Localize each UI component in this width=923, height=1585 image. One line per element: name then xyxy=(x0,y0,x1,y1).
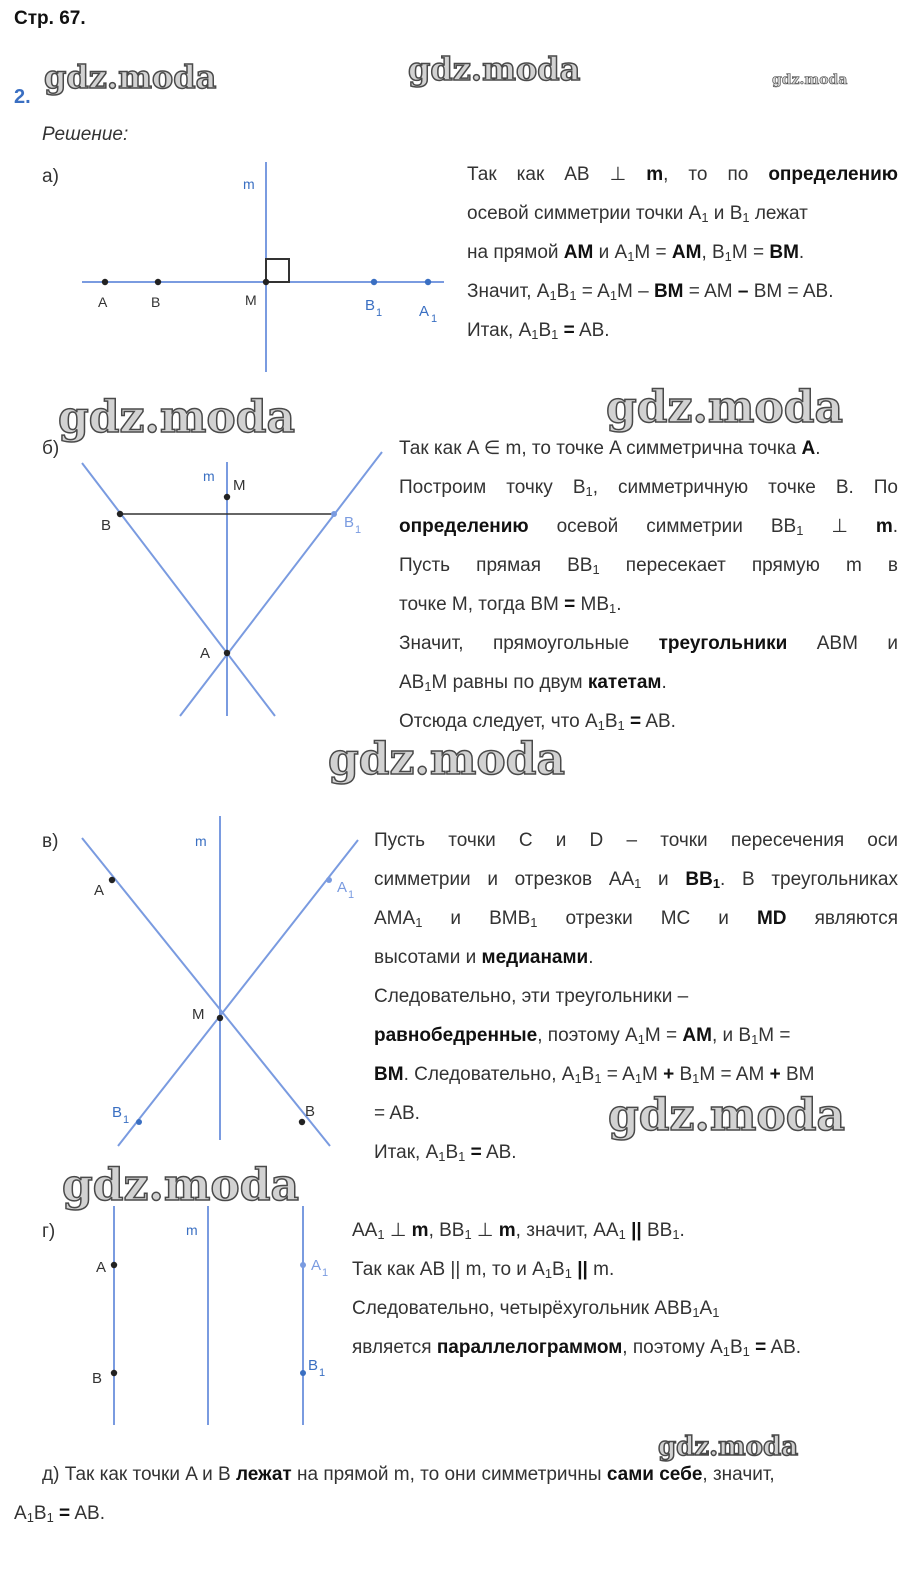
text-line: Так как AB || m, то и $A_1B_1$ || m. xyxy=(352,1259,615,1282)
text-line: д) Так как точки A и B лежат на прямой m, то они симметричны сами себе, значит, xyxy=(42,1464,775,1485)
text-line: на прямой AM и $A_1M$ = AM, $B_1M$ = BM. xyxy=(467,242,805,265)
label-a1-sub: 1 xyxy=(348,889,355,901)
text-line: симметрии и отрезков $AA_1$ и $BB_1$. В треугольниках xyxy=(374,869,899,892)
point-b xyxy=(111,1370,117,1376)
watermark-logo: gdz.moda xyxy=(772,72,848,88)
label-a1-sub: 1 xyxy=(322,1267,329,1279)
text-line: $AB_1M$ равны по двум катетам. xyxy=(399,672,667,695)
text-line: является параллелограммом, поэтому $A_1B_1$ = AB. xyxy=(352,1337,802,1360)
part-g-text xyxy=(352,1211,898,1367)
label-a1: A xyxy=(311,1257,322,1274)
text-line: равнобедренные, поэтому $A_1M$ = AM, и $B_1M$ = xyxy=(374,1025,791,1048)
watermark-logo: gdz.moda xyxy=(606,382,844,433)
text-line: Отсюда следует, что $A_1B_1$ = AB. xyxy=(399,711,676,734)
label-b1-sub: 1 xyxy=(376,307,383,319)
text-line: определению осевой симметрии $BB_1$ ⊥ m. xyxy=(399,516,899,539)
text-line: = AB. xyxy=(374,1103,420,1124)
task-number: 2. xyxy=(14,86,31,108)
label-m: m xyxy=(195,833,207,849)
text-line: Пусть точки C и D – точки пересечения оси xyxy=(374,830,898,851)
text-line: Так как A ∈ m, то точке A симметрична точка A. xyxy=(399,438,821,459)
text-line: $AMA_1$ и $BMB_1$ отрезки MC и MD являются xyxy=(374,908,899,931)
label-a: A xyxy=(96,1259,107,1276)
text-line: Значит, прямоугольные треугольники ABM и xyxy=(399,633,898,654)
label-m-point: M xyxy=(192,1006,205,1023)
label-b1: B xyxy=(308,1357,319,1374)
part-g-label: г) xyxy=(42,1221,56,1242)
text-line: Итак, $A_1B_1$ = AB. xyxy=(374,1142,517,1165)
label-b1-sub: 1 xyxy=(355,524,362,536)
watermark-logo: gdz.moda xyxy=(608,1090,846,1141)
label-m-point: M xyxy=(245,292,257,308)
label-b1-sub: 1 xyxy=(319,1367,326,1379)
label-b: B xyxy=(101,517,112,534)
label-a1-sub: 1 xyxy=(431,313,438,325)
text-line: Следовательно, четырёхугольник $ABB_1A_1$ xyxy=(352,1298,720,1321)
label-b1: B xyxy=(112,1104,123,1121)
point-a xyxy=(111,1262,117,1268)
watermark-logo: gdz.moda xyxy=(658,1432,799,1462)
label-a1: A xyxy=(419,303,430,320)
part-b-label: б) xyxy=(42,438,60,459)
watermark-logo: gdz.moda xyxy=(328,734,566,785)
label-b: B xyxy=(305,1103,316,1120)
part-v-label: в) xyxy=(42,831,59,852)
label-a: A xyxy=(98,294,108,310)
label-b1: B xyxy=(365,297,376,314)
text-line: Следовательно, эти треугольники – xyxy=(374,986,689,1007)
label-b: B xyxy=(92,1370,103,1387)
label-m: m xyxy=(186,1222,198,1238)
page-number: Стр. 67. xyxy=(14,8,86,29)
text-line: $AA_1$ ⊥ m, $BB_1$ ⊥ m, значит, $AA_1$ || $BB_1$. xyxy=(352,1220,685,1243)
text-line: Пусть прямая $BB_1$ пересекает прямую m в xyxy=(399,555,899,578)
label-m: m xyxy=(243,176,255,192)
text-line: высотами и медианами. xyxy=(374,947,594,968)
text-line: $A_1B_1$ = AB. xyxy=(14,1503,105,1526)
watermark-logo: gdz.moda xyxy=(408,50,581,88)
point-b1 xyxy=(300,1370,306,1376)
text-line: Значит, $A_1B_1 = A_1M$ – BM = AM – BM = AB. xyxy=(467,281,834,304)
watermark-logo: gdz.moda xyxy=(58,392,296,443)
label-b: B xyxy=(151,294,161,310)
label-a1: A xyxy=(337,879,348,896)
watermark-logo: gdz.moda xyxy=(62,1160,300,1211)
text-line: Так как AB ⊥ m, то по определению xyxy=(467,164,898,185)
label-b1-sub: 1 xyxy=(123,1114,130,1126)
label-a: A xyxy=(94,882,105,899)
part-d-text xyxy=(14,1455,898,1533)
part-a-label: а) xyxy=(42,166,59,187)
solution-label: Решение: xyxy=(42,124,129,145)
watermark-logo: gdz.moda xyxy=(44,58,217,96)
text-line: точке M, тогда BM = $MB_1$. xyxy=(399,594,622,617)
label-b1: B xyxy=(344,514,355,531)
point-a1 xyxy=(300,1262,306,1268)
text-line: Построим точку $B_1$, симметричную точке B. По xyxy=(399,477,899,500)
label-m-point: M xyxy=(233,477,246,494)
label-a: A xyxy=(200,645,211,662)
label-m: m xyxy=(203,468,215,484)
text-line: BM. Следовательно, $A_1B_1 = A_1M + B_1M$ = AM + BM xyxy=(374,1064,815,1087)
text-line: Итак, $A_1B_1$ = AB. xyxy=(467,320,610,343)
text-line: осевой симметрии точки $A_1$ и $B_1$ лежат xyxy=(467,203,808,226)
